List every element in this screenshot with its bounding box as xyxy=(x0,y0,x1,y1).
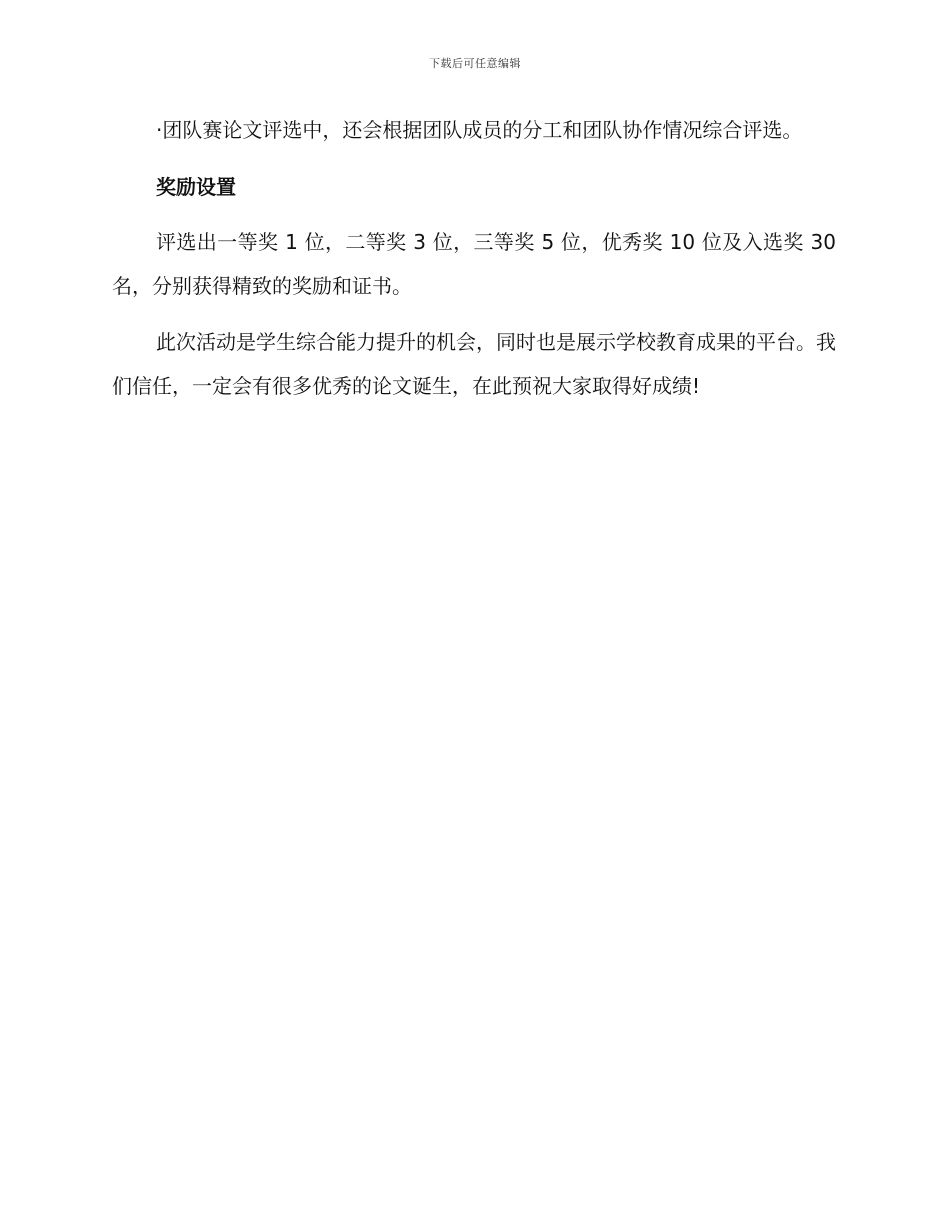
paragraph-award-settings: 评选出一等奖 1 位，二等奖 3 位，三等奖 5 位，优秀奖 10 位及入选奖 30 名，分别获得精致的奖励和证书。 xyxy=(112,230,836,298)
document-body xyxy=(112,108,836,420)
section-heading-awards: 奖励设置 xyxy=(156,175,236,199)
paragraph-team-evaluation: ·团队赛论文评选中，还会根据团队成员的分工和团队协作情况综合评选。 xyxy=(156,118,803,142)
page-header: 下载后可任意编辑 xyxy=(429,57,521,70)
paragraph-closing: 此次活动是学生综合能力提升的机会，同时也是展示学校教育成果的平台。我们信任，一定会有很多优秀的论文诞生，在此预祝大家取得好成绩! xyxy=(112,330,836,398)
